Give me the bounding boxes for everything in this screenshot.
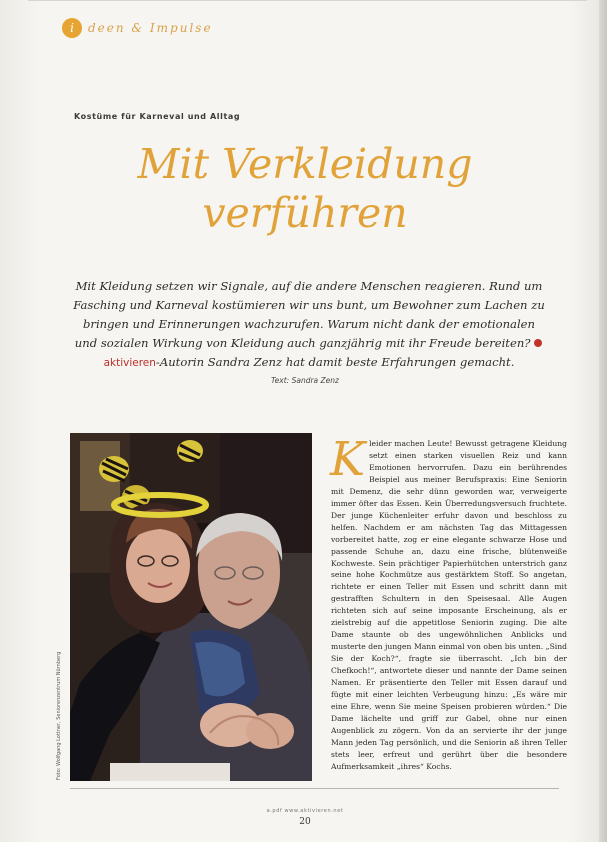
section-circle-icon [62,18,82,38]
byline: Text: Sandra Zenz [271,376,339,385]
article-text: leider machen Leute! Bewusst getragene Kleidung setzt einen starken visuellen Reiz und kann Emotionen hervorrufen. Dazu ein berührendes Beispiel aus meiner Berufspraxis: Eine Seniorin mit Demenz, die sehr dünn geworden war, verweigerte immer öfter das Essen. Kein Überredungsversuch fruchtete. Der junge Küchenleiter erfuhr davon und beschloss zu helfen. Nachdem er am nächsten Tag das Mittagessen vorbereitet hatte, zog er eine elegante schwarze Hose und passende Schuhe an, dazu eine frische, blütenweiße Kochweste. Sein prächtiger Papierhütchen unterstrich ganz seine hohe Kochmütze aus gestärktem Stoff. So angetan, richtete er einen Teller mit Essen und schritt dann mit gestrafften Schultern in den Speisesaal. Alle Augen richteten sich auf seine imposante Erscheinung, als er zielstrebig auf die appetitlose Seniorin zuging. Die alte Dame staunte ob des ungewöhnlichen Anblicks und musterte den jungen Mann einmal von oben bis unten. „Sind Sie der Koch?“, fragte sie überrascht. „Ich bin der Chefkoch!“, antwortete dieser und nannte der Dame seinen Namen. Er präsentierte den Teller mit Essen darauf und fügte mit einer leichten Verbeugung hinzu: „Es wäre mir eine Ehre, wenn Sie meine Speisen probieren würden.“ Die Dame lächelte und griff zur Gabel, ohne nur einen Augenblick zu zögern. Von da an servierte ihr der junge Mann jeden Tag persönlich, und die Seniorin aß ihren Teller stets leer, erfreut und gerührt über die besondere Aufmerksamkeit „ihres“ Kochs. [331,439,567,771]
article-photo [70,433,312,781]
page-title [60,140,550,238]
article-body [330,432,567,773]
brand-dot-icon [534,339,542,347]
footer-url: a.pdf www.aktivieren.net [266,808,344,814]
lead-paragraph [70,277,548,373]
photo-credit: Foto: Wolfgang Lottner, Seniorenzentrum Nürnberg [56,651,62,780]
lead-author-text: -Autorin Sandra Zenz hat damit beste Erfahrungen gemacht. [155,355,515,369]
brand-name: aktivieren [103,357,156,369]
drop-cap: K [330,432,366,487]
page-number: 20 [299,817,311,827]
footer-rule [70,788,559,789]
section-label: deen & Impulse [88,21,213,35]
title-line-1: Mit Verkleidung [137,140,473,188]
page-edge [599,0,607,842]
kicker: Kostüme für Karneval und Alltag [74,112,241,121]
section-icon-letter: i [70,21,74,35]
title-line-2: verführen [202,189,408,237]
section-header [62,18,213,38]
top-rule [28,0,587,1]
photo-illustration [70,433,312,781]
lead-text: Mit Kleidung setzen wir Signale, auf die andere Menschen reagieren. Rund um Fasching und Karneval kostümieren wir uns bunt, um Bewohner zum Lachen zu bringen und Erinnerungen wachzurufen. Warum nicht dank der emotionalen und sozialen Wirkung von Kleidung auch ganzjährig mit ihr Freude bereiten? [73,279,545,350]
